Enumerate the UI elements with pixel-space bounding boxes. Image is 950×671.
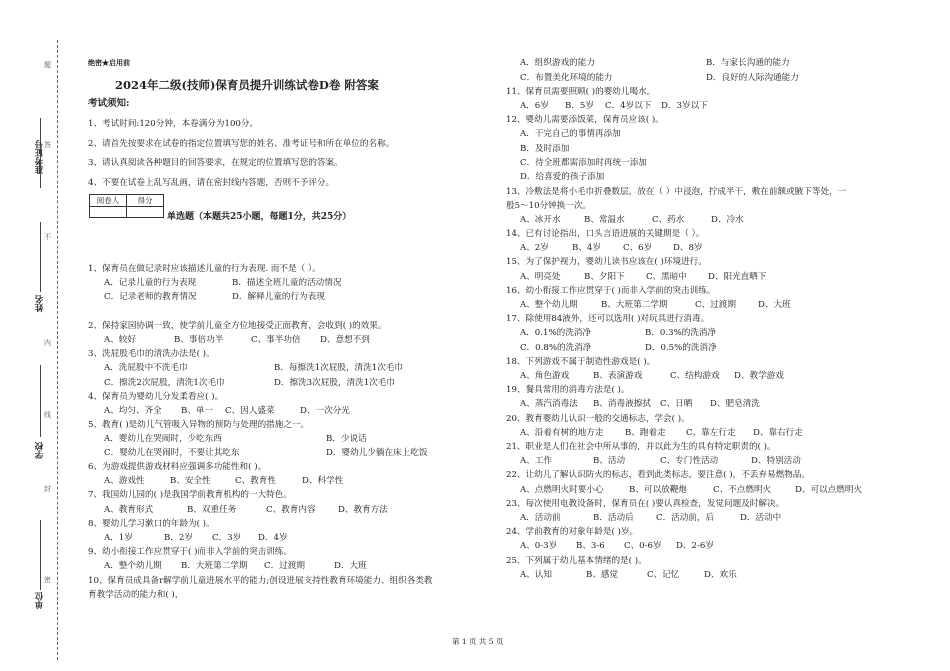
- option-text: D、意想不到: [320, 335, 370, 345]
- option-text: A．整个幼儿期: [104, 561, 162, 571]
- option-text: B．0.3%的洗消净: [645, 328, 717, 338]
- option-text: D、阳光直晒下: [708, 272, 767, 282]
- question-text: 1、保育员在做记录时应该描述儿童的行为表现. 而不是（ ）。: [88, 264, 321, 274]
- option-text: B．5岁: [565, 101, 594, 111]
- option-text: C、教育性: [235, 476, 276, 486]
- question-text: 14、已有讨论指出，口头言语进展的关键期是（ ）。: [506, 229, 705, 239]
- option-text: B、活动: [593, 456, 626, 466]
- option-text: A、较好: [104, 335, 136, 345]
- score-table-score: 得分: [127, 195, 164, 207]
- question-text: 12、婴幼儿需要添饭菜，保育员应该( )。: [506, 115, 664, 125]
- option-text: C．记录老师的教育情况: [104, 292, 197, 302]
- section-title: 单选题（本题共25小题，每题1分，共25分）: [167, 212, 352, 222]
- option-text: D、教育方法: [338, 505, 388, 515]
- question-text: 16、幼小衔接工作应贯穿于( )而非入学前的突击训练。: [506, 286, 716, 296]
- option-text: D．3岁以下: [661, 101, 708, 111]
- seal-mark: 题: [44, 61, 51, 69]
- option-text: A、冰开水: [520, 215, 561, 225]
- option-text: C．活动前，后: [656, 513, 715, 523]
- seal-mark: 封: [44, 485, 51, 493]
- question-text: 般5～10分钟换一次。: [506, 201, 592, 211]
- option-text: B、3-6: [576, 541, 605, 551]
- question-text: 8、婴幼儿学习漱口的年龄为( )。: [88, 519, 215, 529]
- option-text: B、可以放鞭炮: [629, 485, 687, 495]
- option-text: A、角色游戏: [520, 371, 570, 381]
- option-text: B．少说话: [326, 434, 367, 444]
- option-text: C、靠左行走: [686, 428, 736, 438]
- page-title: 2024年二级(技师)保育员提升训练试卷D卷 附答案: [115, 78, 379, 92]
- notice-heading: 考试须知:: [88, 98, 130, 109]
- option-text: C、教育内容: [266, 505, 316, 515]
- option-text: A．洗屁股中不洗毛巾: [104, 363, 188, 373]
- option-text: B．描述全班儿童的活动情况: [232, 278, 342, 288]
- option-text: C．3岁: [212, 533, 242, 543]
- question-text: 6、为游戏提供游戏材料应强调多功能性和( )。: [88, 462, 267, 472]
- option-text: D．良好的人际沟通能力: [706, 73, 799, 83]
- option-text: C．过渡期: [264, 561, 305, 571]
- option-text: D、冷水: [711, 215, 744, 225]
- question-text: 5、教育( )是幼儿气管吸入异物的预防与处理的措施之一。: [88, 420, 310, 430]
- option-text: D．0.5%的洗消净: [645, 343, 717, 353]
- option-text: B．活动后: [593, 513, 634, 523]
- option-text: A．0.1%的洗消净: [520, 328, 592, 338]
- option-text: A、点燃明火时要小心: [520, 485, 604, 495]
- option-text: C．待全班都需添加时再统一添加: [520, 158, 647, 168]
- admit-number-line: [40, 118, 41, 188]
- option-text: B、安全性: [170, 476, 211, 486]
- option-text: D、可以点燃明火: [795, 485, 863, 495]
- page-number: 第 1 页 共 5 页: [452, 637, 504, 646]
- question-text: 3、洗屁股毛巾的清洗办法是( )。: [88, 349, 215, 359]
- option-text: D、2-6岁: [676, 541, 714, 551]
- school-line: [40, 365, 41, 437]
- option-text: D．活动中: [740, 513, 782, 523]
- unit-label: 单位: [35, 592, 45, 609]
- option-text: D、肥皂清洗: [710, 399, 760, 409]
- option-text: C．擦洗2次屁股，清洗1次毛巾: [104, 378, 225, 388]
- option-text: C、事半功倍: [251, 335, 301, 345]
- option-text: A、均匀、齐全: [104, 406, 162, 416]
- notice-item: 2、请首先按要求在试卷的指定位置填写您的姓名、准考证号和所在单位的名称。: [88, 139, 395, 149]
- question-text: 20、教育婴幼儿认识一般的交通标志，学会( )。: [506, 414, 690, 424]
- option-text: D、8岁: [673, 243, 703, 253]
- option-text: C．4岁以下: [605, 101, 652, 111]
- option-text: A．婴幼儿在哭闹时，少吃东西: [104, 434, 222, 444]
- option-text: D、靠右行走: [753, 428, 803, 438]
- option-text: C、结构游戏: [670, 371, 720, 381]
- option-text: C、过渡期: [695, 300, 736, 310]
- question-text: 育教学活动的能力和( )，: [88, 590, 184, 600]
- option-text: B．2岁: [164, 533, 193, 543]
- notice-item: 4、不要在试卷上乱写乱画，请在密封线内答题，否则不予评分。: [88, 178, 335, 188]
- option-text: A．组织游戏的能力: [520, 58, 595, 68]
- question-text: 4、保育员为婴幼儿分发柔看应( )。: [88, 392, 224, 402]
- name-label: 姓名: [35, 295, 45, 312]
- option-text: D、科学性: [302, 476, 344, 486]
- option-text: A．6岁: [520, 101, 549, 111]
- question-text: 11、保育员需要照顾( )的婴幼儿喝水。: [506, 87, 656, 97]
- option-text: B．及时添加: [520, 144, 570, 154]
- score-table-cell[interactable]: [90, 207, 127, 218]
- option-text: A、2岁: [520, 243, 549, 253]
- score-table-cell[interactable]: [127, 207, 164, 218]
- option-text: A、0-3岁: [520, 541, 558, 551]
- seal-mark: 答: [44, 141, 51, 149]
- option-text: C、6岁: [623, 243, 653, 253]
- option-text: A、整个幼儿期: [520, 300, 578, 310]
- option-text: B、消毒液擦拭: [593, 399, 651, 409]
- question-text: 24、学前教育的对象年龄是( )岁。: [506, 527, 639, 537]
- option-text: A．记录儿童的行为表现: [104, 278, 197, 288]
- option-text: D、欢乐: [704, 570, 737, 580]
- option-text: D．婴幼儿少躺在床上吃饭: [326, 448, 428, 458]
- question-text: 15、为了保护视力，婴幼儿读书应该在( )环境进行。: [506, 257, 707, 267]
- seal-mark: 内: [44, 339, 51, 347]
- option-text: A、沿着有树的地方走: [520, 428, 604, 438]
- option-text: B．与家长沟通的能力: [706, 58, 790, 68]
- option-text: B．每擦洗1次屁股，清洗1次毛巾: [274, 363, 403, 373]
- option-text: C、药水: [652, 215, 685, 225]
- question-text: 25、下列属于幼儿基本情绪的是( )。: [506, 556, 647, 566]
- seal-mark: 密: [44, 576, 51, 584]
- notice-item: 1、考试时间:120分钟，本卷满分为100分。: [88, 119, 259, 129]
- option-text: C、日晒: [660, 399, 693, 409]
- option-text: C、因人盛菜: [225, 406, 275, 416]
- question-text: 7、我国幼儿园的( )是我国学前教育机构的一大特色。: [88, 490, 292, 500]
- question-text: 9、幼小衔接工作应贯穿于( )而非入学前的突击训练。: [88, 547, 292, 557]
- option-text: D、大班: [758, 300, 791, 310]
- option-text: B、夕阳下: [584, 272, 625, 282]
- option-text: B、单一: [181, 406, 214, 416]
- option-text: B、感觉: [586, 570, 619, 580]
- question-text: 13、冷敷法是将小毛巾折叠数层，放在（ ）中浸泡，拧成半干，敷在前额或腋下等处，一: [506, 187, 847, 197]
- option-text: B、双重任务: [187, 505, 237, 515]
- option-text: B、常温水: [584, 215, 625, 225]
- option-text: A．活动前: [520, 513, 561, 523]
- option-text: C、不点燃明火: [713, 485, 772, 495]
- option-text: D、一次分光: [300, 406, 350, 416]
- seal-mark: 不: [44, 233, 51, 241]
- question-text: 21、职业是人们在社会中所从事的，并以此为生的具有特定职责的( )。: [506, 442, 776, 452]
- option-text: D．给喜爱的孩子添加: [520, 172, 605, 182]
- option-text: D．大班: [334, 561, 367, 571]
- option-text: A、明亮处: [520, 272, 561, 282]
- option-text: A、游戏性: [104, 476, 145, 486]
- option-text: A．干完自己的事情再添加: [520, 129, 621, 139]
- option-text: A、工作: [520, 456, 552, 466]
- option-text: B．大班第二学期: [181, 561, 248, 571]
- notice-item: 3、请认真阅读各种题目的回答要求，在规定的位置填写您的答案。: [88, 158, 343, 168]
- secret-label: 绝密★启用前: [88, 58, 130, 67]
- option-text: B、事倍功半: [174, 335, 224, 345]
- option-text: C．布置美化环境的能力: [520, 73, 613, 83]
- option-text: B、大班第二学期: [601, 300, 668, 310]
- question-text: 18、下列游戏不属于制造性游戏是( )。: [506, 357, 656, 367]
- option-text: C、0-6岁: [624, 541, 662, 551]
- question-text: 10、保育员成具备r解学前儿童进展水平的能力;创设进展支持性教育环境能力、组织各类教: [88, 576, 433, 586]
- admit-number-label: 准考证号: [35, 140, 45, 174]
- question-text: 23、每次使用电教设备时，保育员在( )要认真检查，发觉问题及时解决。: [506, 499, 785, 509]
- option-text: C．婴幼儿在哭闹时，不要让其吃东: [104, 448, 240, 458]
- question-text: 2、保持家园协调一致，使学前儿童全方位地接受正面教育，会收到( )的效果。: [88, 321, 387, 331]
- option-text: D．擦洗3次屁股，清洗1次毛巾: [274, 378, 395, 388]
- question-text: 22、让幼儿了解认识防火的标志，看到此类标志，要注意( )，不丢弃易燃物品。: [506, 470, 810, 480]
- option-text: D．4岁: [258, 533, 288, 543]
- score-table-reviewer: 阅卷人: [90, 195, 127, 207]
- option-text: B、4岁: [572, 243, 601, 253]
- option-text: A、蒸汽消毒法: [520, 399, 578, 409]
- option-text: C、专门性活动: [660, 456, 719, 466]
- question-text: 19、餐具常用的消毒方法是( )。: [506, 385, 630, 395]
- score-table: [89, 194, 164, 218]
- option-text: D．解释儿童的行为表现: [232, 292, 325, 302]
- option-text: D、特别活动: [751, 456, 801, 466]
- option-text: B、跑着走: [625, 428, 666, 438]
- option-text: C、黑暗中: [646, 272, 687, 282]
- option-text: B、表演游戏: [593, 371, 643, 381]
- seal-mark: 线: [44, 411, 51, 419]
- option-text: C、记忆: [647, 570, 680, 580]
- option-text: C．0.8%的洗消净: [520, 343, 592, 353]
- question-text: 17、除使用84液外，还可以选用( )对玩具进行消毒。: [506, 314, 710, 324]
- option-text: A、认知: [520, 570, 552, 580]
- name-line: [40, 222, 41, 292]
- unit-line: [40, 520, 41, 590]
- seal-dashed-line: [57, 40, 58, 660]
- school-label: 学校: [35, 442, 45, 459]
- option-text: A．1岁: [104, 533, 133, 543]
- option-text: A、教育形式: [104, 505, 154, 515]
- option-text: D、教学游戏: [734, 371, 784, 381]
